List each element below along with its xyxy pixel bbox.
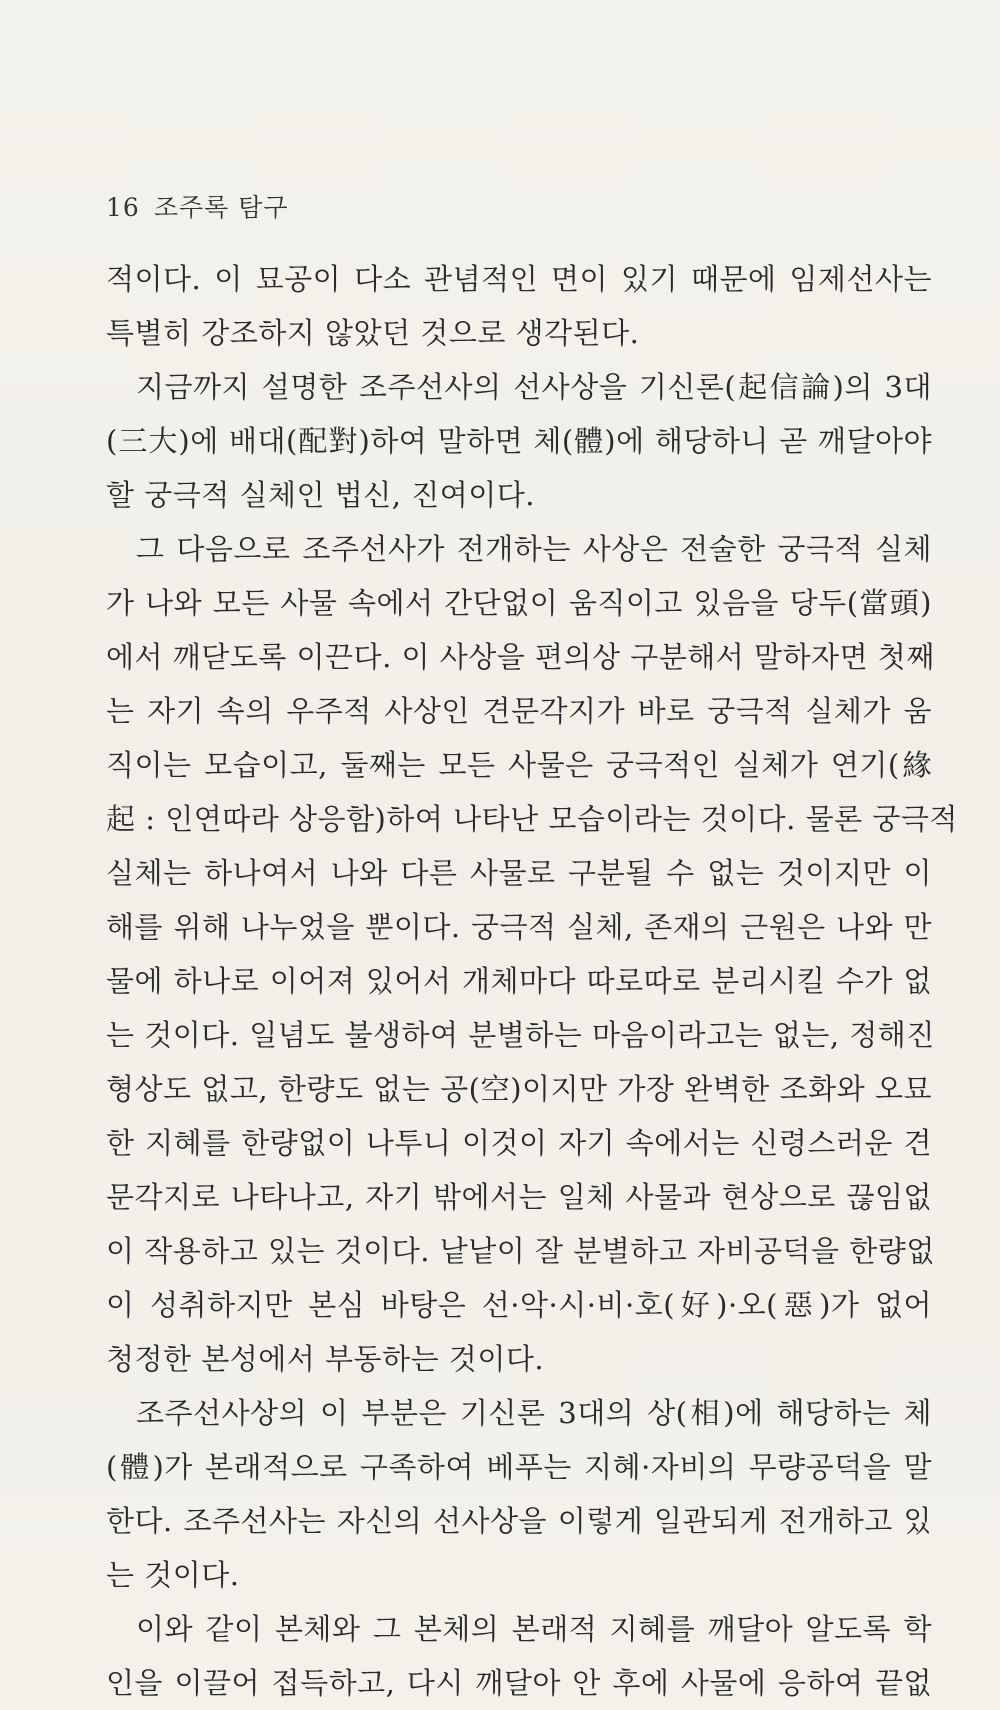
text-line: 적이다. 이 묘공이 다소 관념적인 면이 있기 때문에 임제선사는: [106, 262, 932, 296]
paragraph: [106, 360, 932, 522]
text-line: 조주선사상의 이 부분은 기신론 3대의 상(相)에 해당하는 체: [136, 1396, 932, 1430]
text-line: (體)가 본래적으로 구족하여 베푸는 지혜·자비의 무량공덕을 말: [106, 1450, 932, 1484]
paragraph: [106, 522, 958, 1386]
text-line: 가 나와 모든 사물 속에서 간단없이 움직이고 있음을 당두(當頭): [106, 586, 932, 620]
text-line: 해를 위해 나누었을 뿐이다. 궁극적 실체, 존재의 근원은 나와 만: [106, 910, 932, 944]
text-line: (三大)에 배대(配對)하여 말하면 체(體)에 해당하니 곧 깨달아야: [106, 424, 932, 458]
text-line: 는 것이다. 일념도 불생하여 분별하는 마음이라고는 없는, 정해진: [106, 1018, 935, 1052]
running-header: [106, 188, 289, 224]
text-line: 형상도 없고, 한량도 없는 공(空)이지만 가장 완벽한 조화와 오묘: [106, 1072, 932, 1106]
text-line: 직이는 모습이고, 둘째는 모든 사물은 궁극적인 실체가 연기(緣: [106, 748, 932, 782]
text-line: 인을 이끌어 접득하고, 다시 깨달아 안 후에 사물에 응하여 끝없: [106, 1666, 932, 1700]
text-line: 이와 같이 본체와 그 본체의 본래적 지혜를 깨달아 알도록 학: [136, 1612, 932, 1646]
text-line: 실체는 하나여서 나와 다른 사물로 구분될 수 없는 것이지만 이: [106, 856, 932, 890]
body-text: [106, 252, 958, 1710]
text-line: 이 작용하고 있는 것이다. 낱낱이 잘 분별하고 자비공덕을 한량없: [106, 1234, 935, 1268]
text-line: 한 지혜를 한량없이 나투니 이것이 자기 속에서는 신령스러운 견: [106, 1126, 932, 1160]
text-line: 이 성취하지만 본심 바탕은 선·악·시·비·호(好)·오(惡)가 없어: [106, 1288, 932, 1322]
paragraph: [106, 1602, 932, 1710]
page-number: 16: [106, 193, 140, 222]
text-line: 지금까지 설명한 조주선사의 선사상을 기신론(起信論)의 3대: [136, 370, 932, 404]
text-line: 그 다음으로 조주선사가 전개하는 사상은 전술한 궁극적 실체: [136, 532, 932, 566]
paragraph: [106, 1386, 932, 1602]
text-line: 특별히 강조하지 않았던 것으로 생각된다.: [106, 316, 640, 350]
text-line: 문각지로 나타나고, 자기 밖에서는 일체 사물과 현상으로 끊임없: [106, 1180, 932, 1214]
text-line: 에서 깨닫도록 이끈다. 이 사상을 편의상 구분해서 말하자면 첫째: [106, 640, 935, 674]
text-line: 한다. 조주선사는 자신의 선사상을 이렇게 일관되게 전개하고 있: [106, 1504, 932, 1538]
text-line: 물에 하나로 이어져 있어서 개체마다 따로따로 분리시킬 수가 없: [106, 964, 932, 998]
text-line: 는 것이다.: [106, 1558, 240, 1592]
text-line: 할 궁극적 실체인 법신, 진여이다.: [106, 478, 535, 512]
book-title: 조주록 탐구: [153, 193, 289, 222]
paragraph: [106, 252, 932, 360]
text-line: 起 : 인연따라 상응함)하여 나타난 모습이라는 것이다. 물론 궁극적: [106, 802, 958, 836]
text-line: 청정한 본성에서 부동하는 것이다.: [106, 1342, 545, 1376]
text-line: 는 자기 속의 우주적 사상인 견문각지가 바로 궁극적 실체가 움: [106, 694, 932, 728]
